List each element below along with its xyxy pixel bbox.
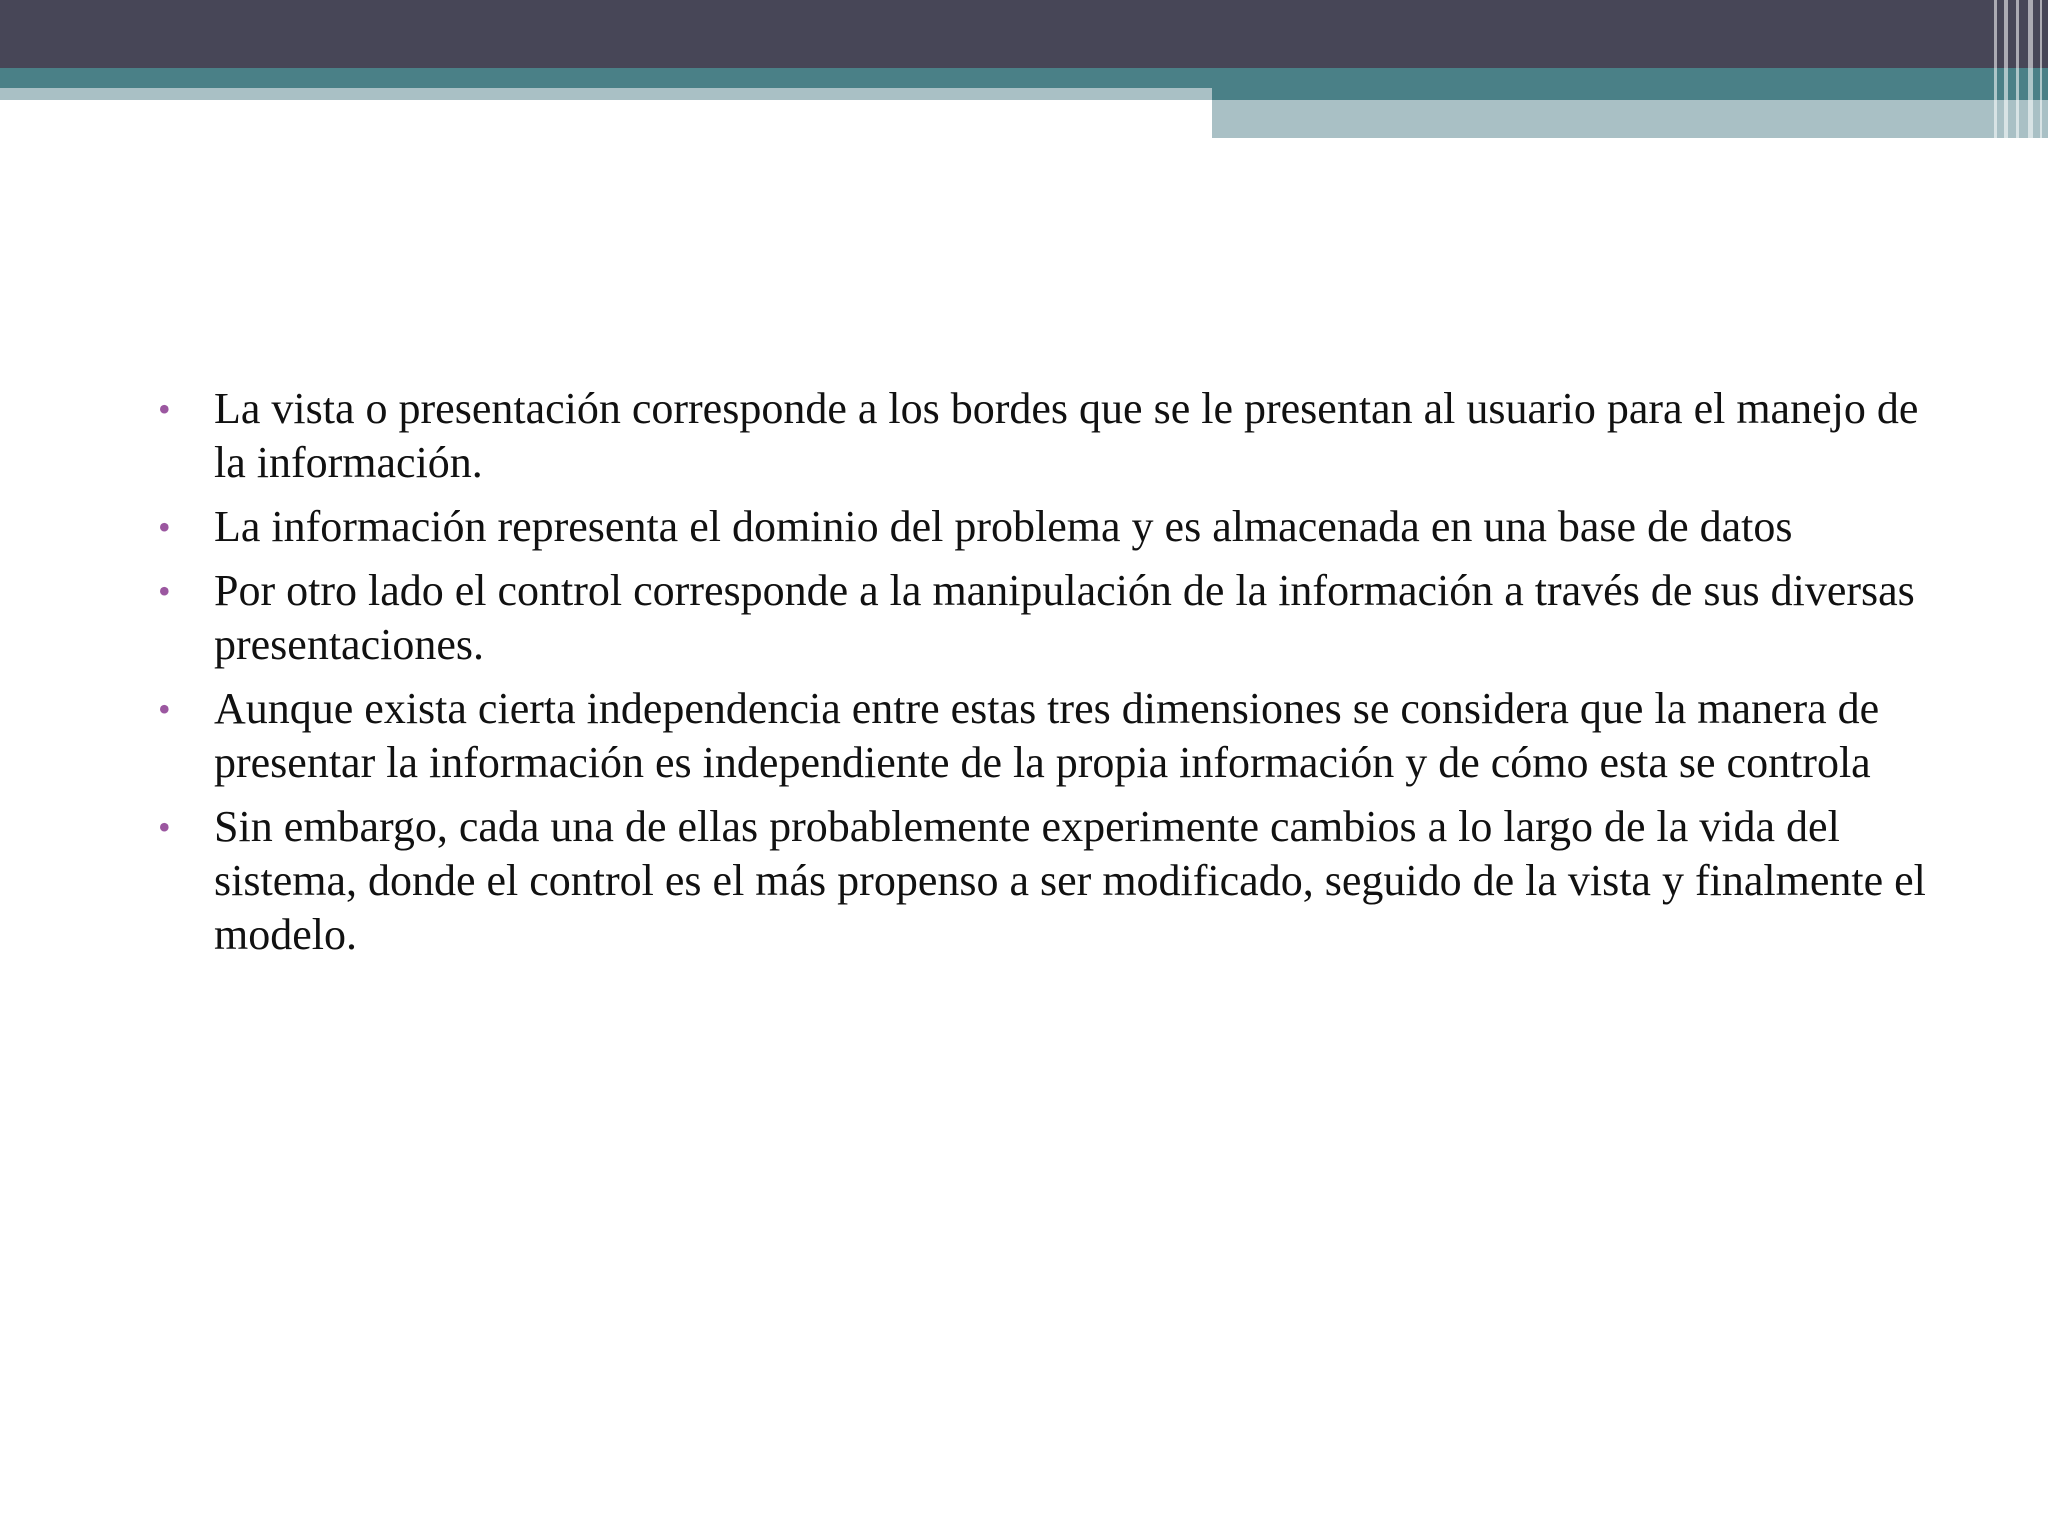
bullet-list <box>150 382 1950 962</box>
bullet-marker: • <box>158 807 171 847</box>
list-item <box>150 682 1950 790</box>
bullet-text: Aunque exista cierta independencia entre estas tres dimensiones se considera que la manera de presentar la información es independiente de la propia información y de cómo esta se controla <box>214 684 1880 787</box>
bullet-marker: • <box>158 389 171 429</box>
bullet-text: La vista o presentación corresponde a los bordes que se le presentan al usuario para el manejo de la información. <box>214 384 1919 487</box>
header-band-light-right <box>1212 100 2048 138</box>
header-band-light-left <box>0 88 1212 100</box>
bullet-marker: • <box>158 689 171 729</box>
bullet-text: Sin embargo, cada una de ellas probablemente experimente cambios a lo largo de la vida del sistema, donde el control es el más propenso a ser modificado, seguido de la vista y finalmente el modelo. <box>214 802 1926 959</box>
bullet-marker: • <box>158 571 171 611</box>
bullet-marker: • <box>158 507 171 547</box>
header-stripes-decoration <box>1988 0 2048 138</box>
header-band-dark <box>0 0 2048 68</box>
bullet-text: La información representa el dominio del problema y es almacenada en una base de datos <box>214 502 1793 551</box>
bullet-text: Por otro lado el control corresponde a la manipulación de la información a través de sus diversas presentaciones. <box>214 566 1915 669</box>
list-item <box>150 800 1950 962</box>
list-item <box>150 382 1950 490</box>
list-item <box>150 564 1950 672</box>
list-item <box>150 500 1950 554</box>
slide-body <box>150 382 1950 972</box>
